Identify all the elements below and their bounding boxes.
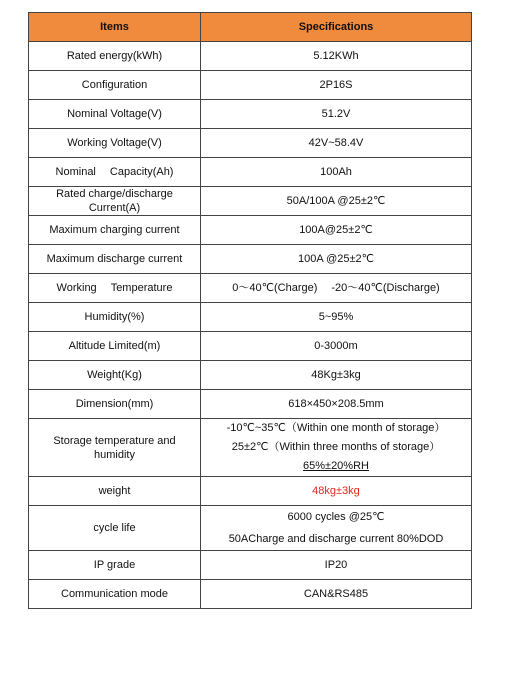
- spec-line: 65%±20%RH: [303, 460, 369, 472]
- item-text-part: Nominal: [55, 166, 96, 178]
- item-cell: Rated energy(kWh): [29, 42, 201, 71]
- spec-cell: 48Kg±3kg: [201, 361, 472, 390]
- specifications-table: [28, 12, 472, 609]
- spec-text-part: 0～40℃(Charge): [232, 282, 318, 294]
- item-cell: weight: [29, 477, 201, 506]
- item-cell: cycle life: [29, 506, 201, 551]
- spec-line: -10℃~35℃（Within one month of storage）: [226, 422, 446, 434]
- item-text-part: Capacity(Ah): [109, 166, 174, 178]
- item-line: humidity: [94, 448, 135, 461]
- table-row: [29, 390, 472, 419]
- spec-cell: [201, 274, 472, 303]
- table-row: [29, 477, 472, 506]
- table-row: [29, 245, 472, 274]
- item-cell: Altitude Limited(m): [29, 332, 201, 361]
- spec-cell: 5~95%: [201, 303, 472, 332]
- table-row: [29, 332, 472, 361]
- header-specifications: Specifications: [201, 13, 472, 42]
- spec-cell: 618×450×208.5mm: [201, 390, 472, 419]
- spec-cell: 5.12KWh: [201, 42, 472, 71]
- item-line: Storage temperature and: [53, 434, 176, 447]
- spec-cell: 100A@25±2℃: [201, 216, 472, 245]
- item-cell: [29, 274, 201, 303]
- table-row: [29, 42, 472, 71]
- spec-cell: [201, 419, 472, 477]
- item-cell: Configuration: [29, 71, 201, 100]
- table-row: [29, 506, 472, 551]
- table-row: [29, 71, 472, 100]
- spec-cell: CAN&RS485: [201, 580, 472, 609]
- spec-cell: 51.2V: [201, 100, 472, 129]
- table-row: [29, 216, 472, 245]
- spec-cell: 100A @25±2℃: [201, 245, 472, 274]
- item-cell: Working Voltage(V): [29, 129, 201, 158]
- item-cell: Humidity(%): [29, 303, 201, 332]
- item-line: Rated charge/discharge: [56, 188, 173, 200]
- table-row: [29, 303, 472, 332]
- spec-cell: 100Ah: [201, 158, 472, 187]
- item-cell: Maximum charging current: [29, 216, 201, 245]
- header-items: Items: [29, 13, 201, 42]
- item-text-part: Working: [56, 282, 97, 294]
- spec-cell: 2P16S: [201, 71, 472, 100]
- item-cell: [29, 187, 201, 216]
- spec-cell: 50A/100A @25±2℃: [201, 187, 472, 216]
- item-cell: [29, 419, 201, 477]
- item-cell: [29, 158, 201, 187]
- item-text-part: Temperature: [110, 282, 173, 294]
- table-row: [29, 187, 472, 216]
- table-row: [29, 274, 472, 303]
- table-row: [29, 551, 472, 580]
- spec-cell-highlight: 48kg±3kg: [201, 477, 472, 506]
- table-row: [29, 100, 472, 129]
- item-cell: Communication mode: [29, 580, 201, 609]
- spec-text-part: -20～40℃(Discharge): [331, 282, 440, 294]
- spec-cell: [201, 506, 472, 551]
- table-row: [29, 361, 472, 390]
- table-row: [29, 419, 472, 477]
- spec-cell: 0-3000m: [201, 332, 472, 361]
- spec-line: 6000 cycles @25℃: [287, 511, 385, 523]
- table-header-row: [29, 13, 472, 42]
- item-cell: Nominal Voltage(V): [29, 100, 201, 129]
- spec-cell: IP20: [201, 551, 472, 580]
- spec-cell: 42V~58.4V: [201, 129, 472, 158]
- item-cell: Weight(Kg): [29, 361, 201, 390]
- item-cell: IP grade: [29, 551, 201, 580]
- item-cell: Maximum discharge current: [29, 245, 201, 274]
- table-row: [29, 158, 472, 187]
- spec-line: 50ACharge and discharge current 80%DOD: [228, 533, 444, 545]
- item-line: Current(A): [88, 202, 141, 214]
- table-row: [29, 129, 472, 158]
- item-cell: Dimension(mm): [29, 390, 201, 419]
- table-row: [29, 580, 472, 609]
- spec-line: 25±2℃（Within three months of storage）: [231, 441, 441, 453]
